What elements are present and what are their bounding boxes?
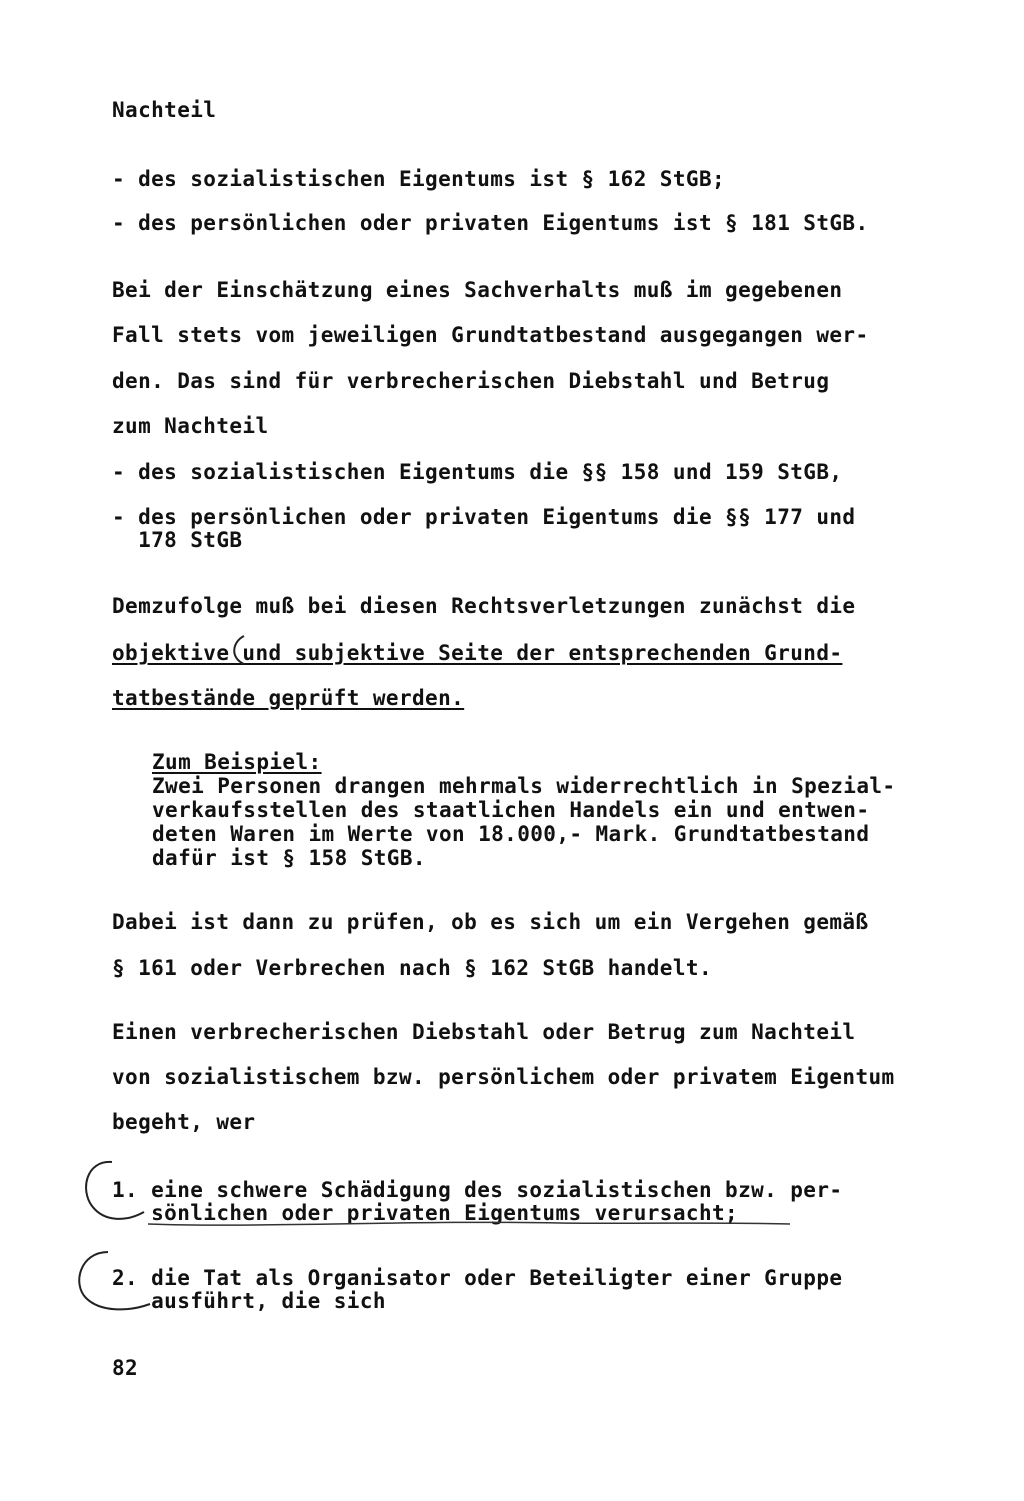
- numbered-item: 1. eine schwere Schädigung des sozialistischen bzw. per-: [112, 1178, 843, 1202]
- paragraph-line: § 161 oder Verbrechen nach § 162 StGB handelt.: [112, 956, 712, 980]
- example-line: verkaufsstellen des staatlichen Handels ein und entwen-: [152, 798, 870, 822]
- numbered-item-continuation: ausführt, die sich: [112, 1289, 386, 1313]
- example-line: Zwei Personen drangen mehrmals widerrechtlich in Spezial-: [152, 774, 896, 798]
- example-line: dafür ist § 158 StGB.: [152, 846, 426, 870]
- list-item-continuation: 178 StGB: [112, 528, 243, 552]
- numbered-item-continuation: sönlichen oder privaten Eigentums verursacht;: [112, 1201, 739, 1225]
- paragraph-line: zum Nachteil: [112, 414, 269, 438]
- underlined-line: objektive und subjektive Seite der entsprechenden Grund-: [112, 641, 843, 665]
- numbered-item: 2. die Tat als Organisator oder Beteiligter einer Gruppe: [112, 1266, 843, 1290]
- list-item: - des persönlichen oder privaten Eigentums die §§ 177 und: [112, 505, 856, 529]
- paragraph-line: Bei der Einschätzung eines Sachverhalts muß im gegebenen: [112, 278, 843, 302]
- paragraph-line: den. Das sind für verbrecherischen Diebstahl und Betrug: [112, 369, 830, 393]
- paragraph-line: Demzufolge muß bei diesen Rechtsverletzungen zunächst die: [112, 594, 856, 618]
- paragraph-line: begeht, wer: [112, 1110, 256, 1134]
- paragraph-line: Einen verbrecherischen Diebstahl oder Betrug zum Nachteil: [112, 1020, 856, 1044]
- list-item: - des sozialistischen Eigentums ist § 162 StGB;: [112, 167, 726, 191]
- paragraph-line: Dabei ist dann zu prüfen, ob es sich um ein Vergehen gemäß: [112, 910, 869, 934]
- example-line: deten Waren im Werte von 18.000,- Mark. Grundtatbestand: [152, 822, 870, 846]
- example-title: Zum Beispiel:: [152, 750, 322, 774]
- paragraph-line: Fall stets vom jeweiligen Grundtatbestand ausgegangen wer-: [112, 323, 869, 347]
- paragraph-line: von sozialistischem bzw. persönlichem oder privatem Eigentum: [112, 1065, 895, 1089]
- list-item: - des sozialistischen Eigentums die §§ 158 und 159 StGB,: [112, 460, 843, 484]
- underlined-line: tatbestände geprüft werden.: [112, 686, 465, 710]
- section-heading: Nachteil: [112, 98, 217, 122]
- page-number: 82: [112, 1356, 139, 1380]
- list-item: - des persönlichen oder privaten Eigentums ist § 181 StGB.: [112, 211, 869, 235]
